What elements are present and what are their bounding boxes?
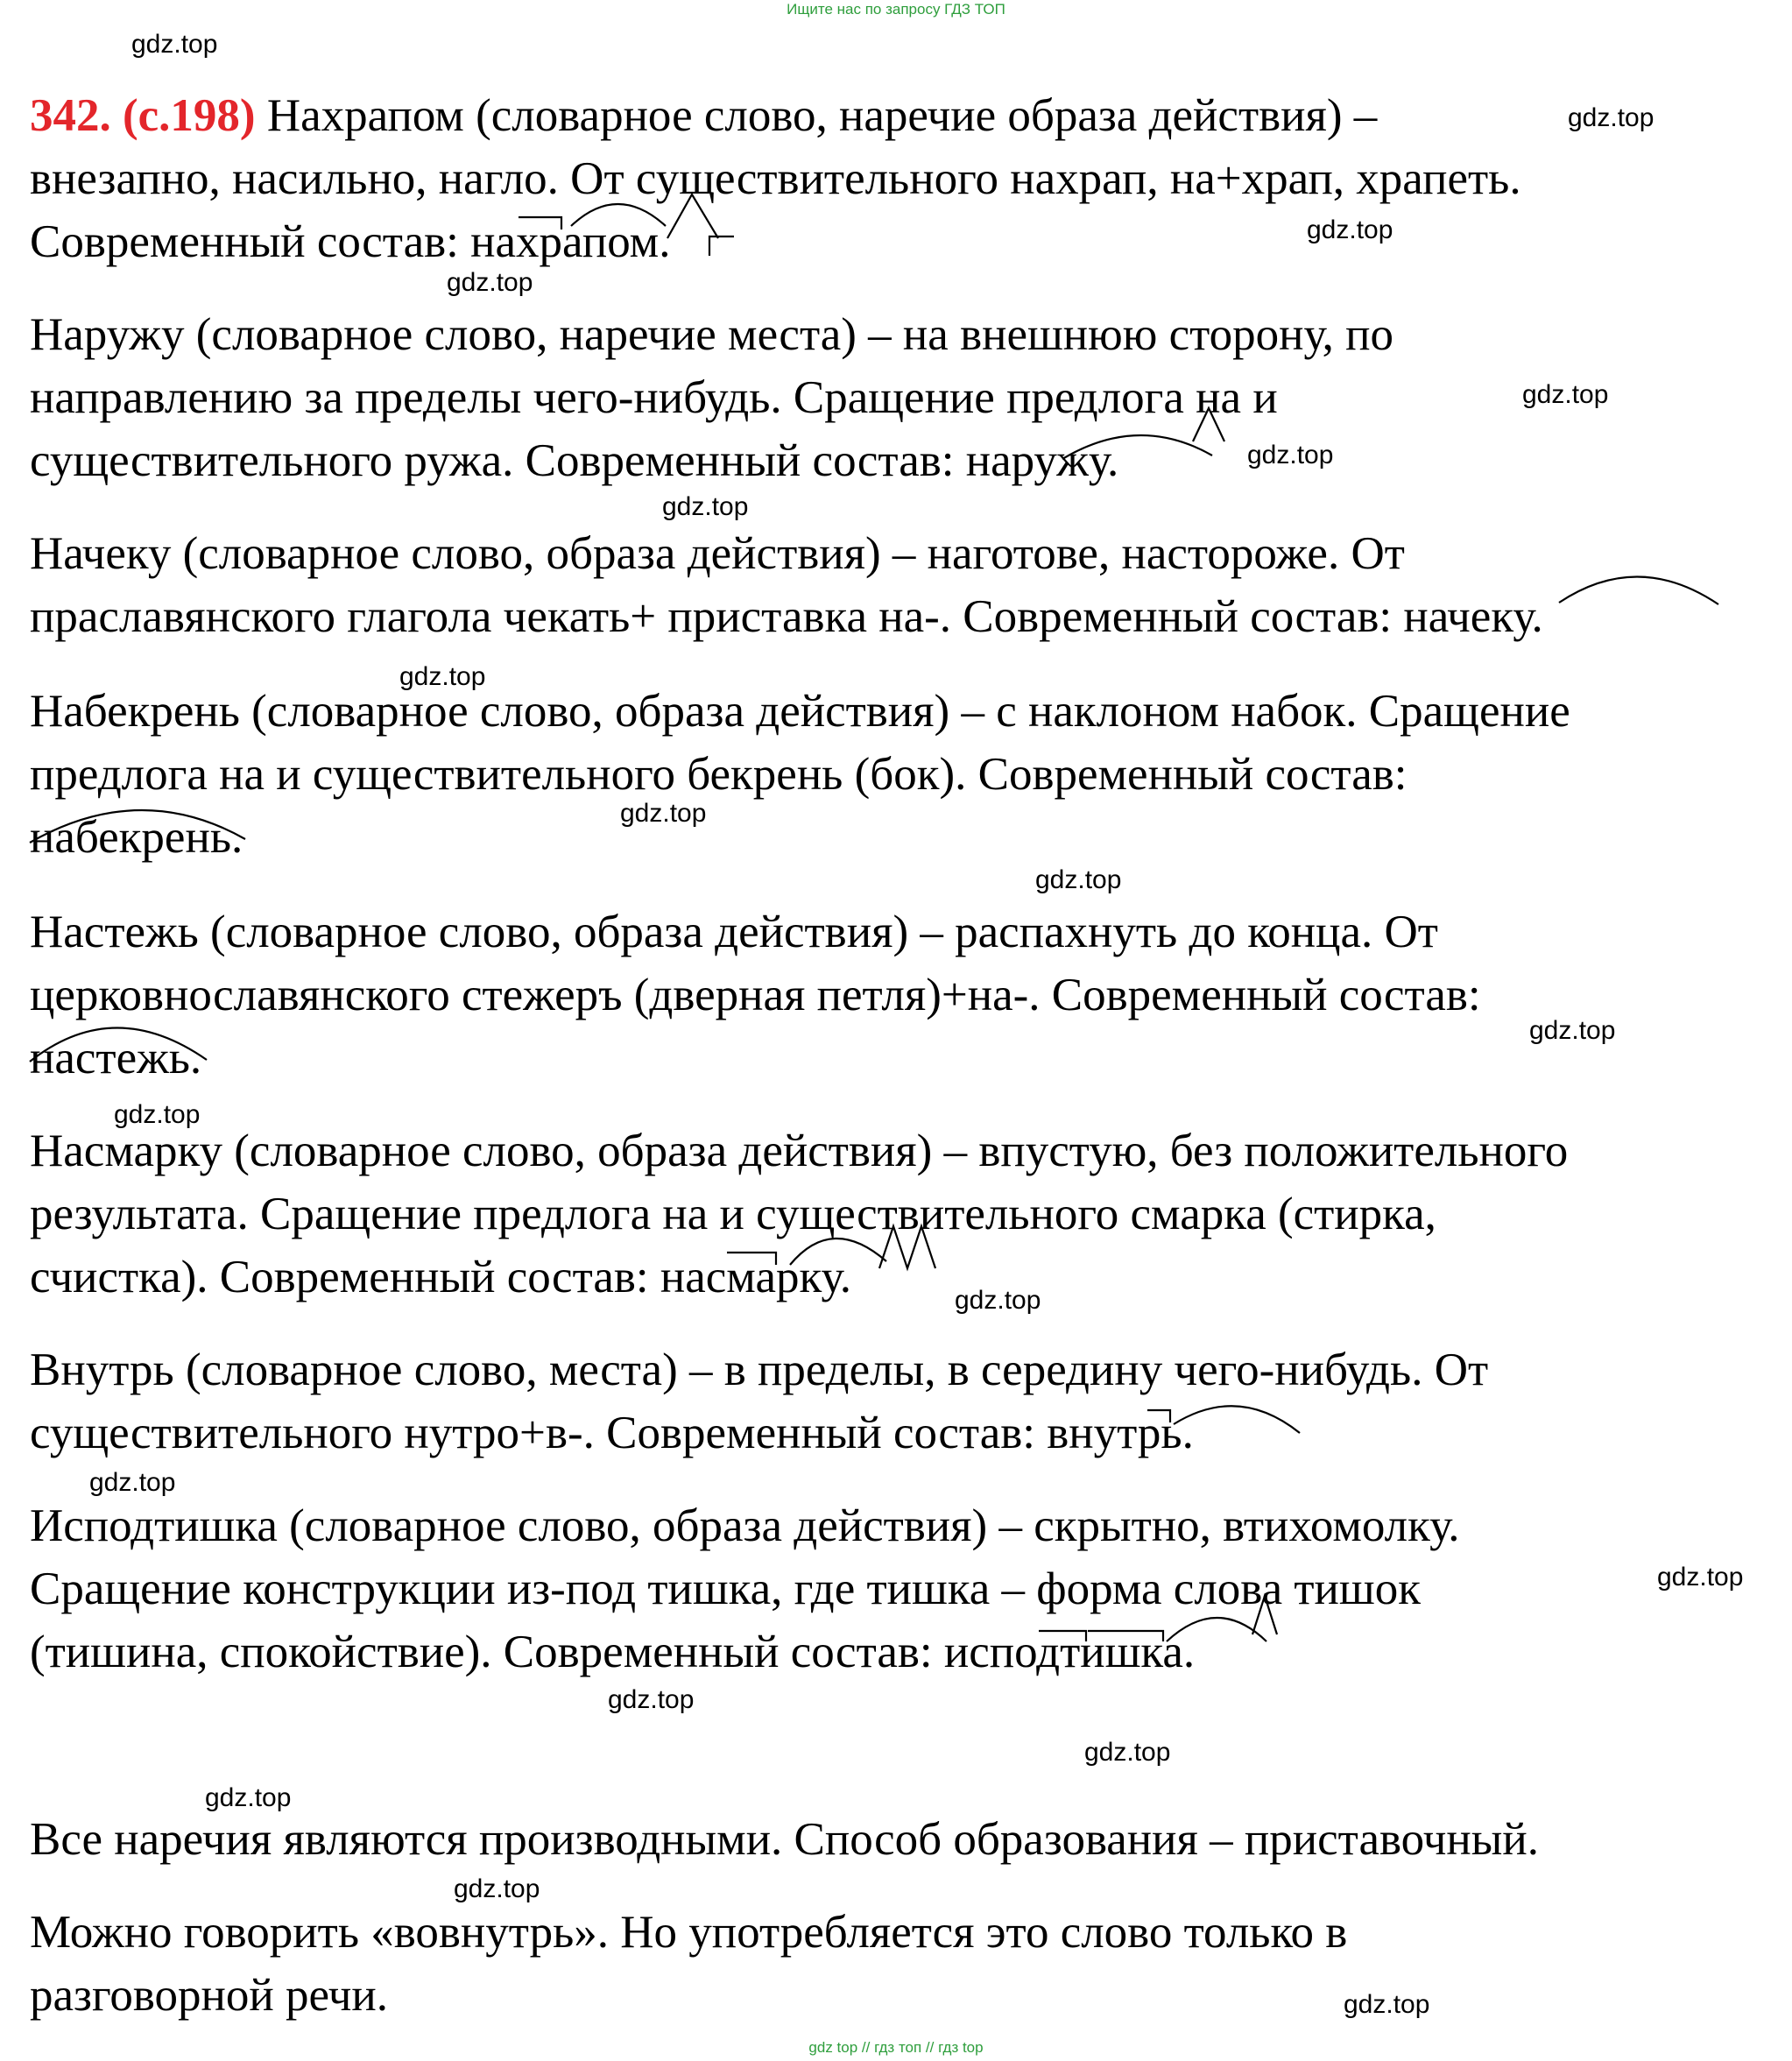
text-line: предлога на и существительного бекрень (бок). Современный состав: xyxy=(30,749,1407,800)
watermark: gdz.top xyxy=(1344,1990,1430,2019)
watermark: gdz.top xyxy=(1247,441,1334,469)
text-line: 342. (с.198) Нахрапом (словарное слово, наречие образа действия) – xyxy=(30,90,1378,141)
watermark: gdz.top xyxy=(1035,865,1122,894)
text-line: набекрень. xyxy=(30,812,243,863)
text-line: внезапно, насильно, нагло. От существительного нахрап, на+храп, храпеть. xyxy=(30,153,1521,204)
text-line: настежь. xyxy=(30,1033,202,1083)
watermark: gdz.top xyxy=(1522,380,1609,409)
top-banner: Ищите нас по запросу ГДЗ ТОП xyxy=(787,1,1005,18)
watermark: gdz.top xyxy=(114,1100,201,1129)
paragraph-vovnutr xyxy=(30,1901,1773,2027)
watermark: gdz.top xyxy=(447,268,533,297)
watermark: gdz.top xyxy=(131,30,218,59)
text-line: существительного ружа. Современный состав: наружу. xyxy=(30,435,1119,486)
watermark: gdz.top xyxy=(608,1685,695,1714)
text-line: существительного нутро+в-. Современный состав: внутрь. xyxy=(30,1408,1194,1458)
paragraph-naruzhu xyxy=(30,303,1773,492)
text-line: Можно говорить «вовнутрь». Но употребляется это слово только в xyxy=(30,1907,1348,1958)
watermark: gdz.top xyxy=(1084,1738,1171,1767)
watermark: gdz.top xyxy=(662,492,749,521)
watermark: gdz.top xyxy=(205,1783,292,1812)
watermark: gdz.top xyxy=(1657,1563,1744,1592)
text-line: церковнославянского стежеръ (дверная петля)+на-. Современный состав: xyxy=(30,970,1481,1020)
watermark: gdz.top xyxy=(620,799,707,828)
watermark: gdz.top xyxy=(1529,1016,1616,1045)
watermark: gdz.top xyxy=(1307,215,1393,244)
paragraph-nasmarku xyxy=(30,1119,1773,1309)
text-line: Начеку (словарное слово, образа действия) – наготове, настороже. От xyxy=(30,528,1405,579)
text-line: направлению за пределы чего-нибудь. Сращение предлога на и xyxy=(30,372,1278,423)
watermark: gdz.top xyxy=(1568,103,1654,132)
text-line: разговорной речи. xyxy=(30,1970,388,2021)
watermark: gdz.top xyxy=(89,1468,176,1497)
text-line: Все наречия являются производными. Способ образования – приставочный. xyxy=(30,1814,1540,1865)
paragraph-nacheku xyxy=(30,522,1773,648)
watermark: gdz.top xyxy=(399,662,486,691)
paragraph-conclusion xyxy=(30,1808,1773,1871)
text-line: праславянского глагола чекать+ приставка на-. Современный состав: начеку. xyxy=(30,591,1543,642)
text-line: Набекрень (словарное слово, образа действия) – с наклоном набок. Сращение xyxy=(30,686,1570,737)
paragraph-nastezh xyxy=(30,900,1773,1090)
text-line: счистка). Современный состав: насмарку. xyxy=(30,1252,851,1302)
text-line: Исподтишка (словарное слово, образа действия) – скрытно, втихомолку. xyxy=(30,1500,1460,1551)
text-line: Наружу (словарное слово, наречие места) – на внешнюю сторону, по xyxy=(30,309,1394,360)
footer-watermark: gdz top // гдз топ // гдз top xyxy=(808,2039,984,2056)
text-line: (тишина, спокойствие). Современный состав: исподтишка. xyxy=(30,1627,1196,1677)
task-number: 342. (с.198) xyxy=(30,90,256,141)
paragraph-vnutr xyxy=(30,1338,1773,1465)
text-line: Настежь (словарное слово, образа действия) – распахнуть до конца. От xyxy=(30,907,1438,957)
text-line: Внутрь (словарное слово, места) – в пределы, в середину чего-нибудь. От xyxy=(30,1345,1489,1395)
text-line: Сращение конструкции из-под тишка, где тишка – форма слова тишок xyxy=(30,1563,1421,1614)
watermark: gdz.top xyxy=(955,1286,1041,1315)
text-line: Насмарку (словарное слово, образа действия) – впустую, без положительного xyxy=(30,1126,1569,1176)
paragraph-nabekren xyxy=(30,680,1773,869)
watermark: gdz.top xyxy=(454,1874,540,1903)
text-line: результата. Сращение предлога на и существительного смарка (стирка, xyxy=(30,1189,1436,1239)
paragraph-ispodtishka xyxy=(30,1494,1773,1683)
text-line: Современный состав: нахрапом. xyxy=(30,216,671,267)
paragraph-nakhrapom xyxy=(30,84,1773,273)
